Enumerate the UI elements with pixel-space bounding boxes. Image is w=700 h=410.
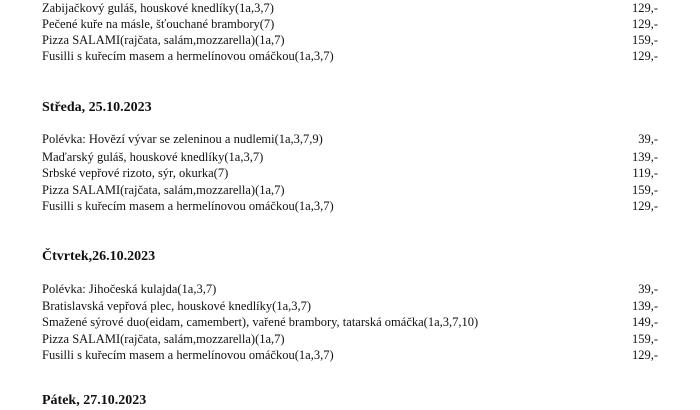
dish-price: 129,- — [631, 348, 658, 362]
dish-name: Pizza SALAMI(rajčata, salám,mozzarella)(1a,7) — [42, 332, 285, 346]
dish-name: Pizza SALAMI(rajčata, salám,mozzarella)(1a,7) — [42, 183, 285, 197]
day-heading-friday: Pátek, 27.10.2023 — [42, 393, 147, 408]
dish-price: 129,- — [631, 49, 658, 63]
day-heading-thursday: Čtvrtek,26.10.2023 — [42, 249, 156, 264]
menu-item — [42, 131, 658, 147]
menu-item — [42, 198, 658, 214]
menu-item — [42, 314, 658, 330]
menu-item — [42, 16, 658, 32]
dish-price: 159,- — [631, 332, 658, 346]
dish-price: 39,- — [638, 282, 658, 296]
dish-price: 139,- — [631, 150, 658, 164]
menu-item — [42, 182, 658, 198]
dish-name: Polévka: Hovězí vývar se zeleninou a nudlemi(1a,3,7,9) — [42, 132, 323, 146]
menu-item — [42, 48, 658, 64]
menu-item — [42, 298, 658, 314]
dish-price: 129,- — [631, 17, 658, 31]
dish-name: Fusilli s kuřecím masem a hermelínovou omáčkou(1a,3,7) — [42, 348, 334, 362]
menu-item — [42, 32, 658, 48]
dish-name: Fusilli s kuřecím masem a hermelínovou omáčkou(1a,3,7) — [42, 199, 334, 213]
dish-price: 39,- — [638, 132, 658, 146]
dish-price: 119,- — [632, 166, 658, 180]
menu-item — [42, 149, 658, 165]
dish-price: 159,- — [631, 183, 658, 197]
dish-price: 149,- — [631, 315, 658, 329]
dish-price: 139,- — [631, 299, 658, 313]
dish-name: Fusilli s kuřecím masem a hermelínovou omáčkou(1a,3,7) — [42, 49, 334, 63]
dish-name: Polévka: Jihočeská kulajda(1a,3,7) — [42, 282, 217, 296]
menu-item — [42, 331, 658, 347]
dish-name: Srbské vepřové rizoto, sýr, okurka(7) — [42, 166, 229, 180]
dish-name: Pizza SALAMI(rajčata, salám,mozzarella)(1a,7) — [42, 33, 285, 47]
dish-price: 129,- — [631, 199, 658, 213]
menu-item — [42, 347, 658, 363]
day-heading-wednesday: Středa, 25.10.2023 — [42, 100, 152, 115]
dish-name: Bratislavská vepřová plec, houskové knedlíky(1a,3,7) — [42, 299, 312, 313]
dish-price: 159,- — [631, 33, 658, 47]
dish-name: Pečené kuře na másle, šťouchané brambory(7) — [42, 17, 275, 31]
menu-item — [42, 165, 658, 181]
menu-item — [42, 281, 658, 297]
menu-item — [42, 0, 658, 16]
dish-name: Maďarský guláš, houskové knedlíky(1a,3,7) — [42, 150, 264, 164]
dish-price: 129,- — [631, 1, 658, 15]
dish-name: Zabijačkový guláš, houskové knedlíky(1a,3,7) — [42, 1, 274, 15]
dish-name: Smažené sýrové duo(eidam, camembert), vařené brambory, tatarská omáčka(1a,3,7,10) — [42, 315, 479, 329]
